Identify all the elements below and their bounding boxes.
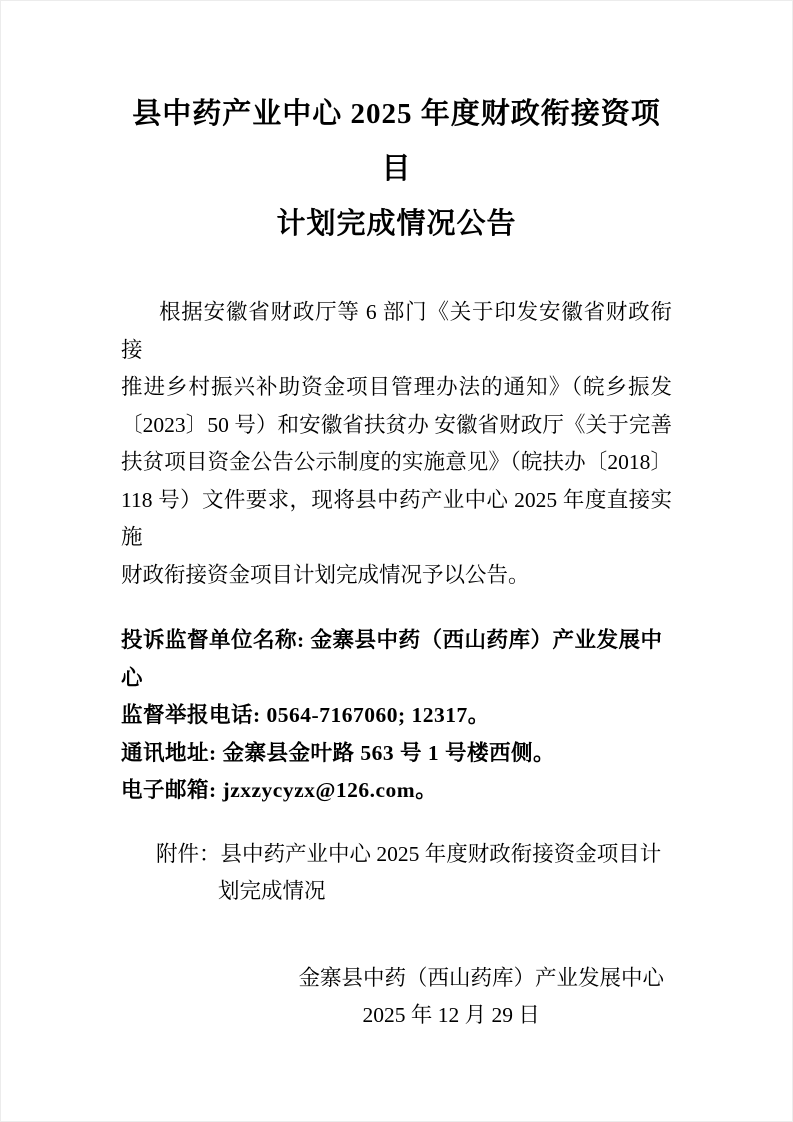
paragraph-line: 扶贫项目资金公告公示制度的实施意见》（皖扶办〔2018〕 (121, 450, 672, 474)
paragraph-line: 根据安徽省财政厅等 6 部门《关于印发安徽省财政衔接 (121, 300, 672, 362)
attachment-block (121, 836, 672, 911)
document-title (121, 87, 672, 252)
paragraph-line: 财政衔接资金项目计划完成情况予以公告。 (121, 562, 530, 587)
signature-block (298, 960, 664, 1035)
title-line-2: 计划完成情况公告 (276, 208, 517, 240)
contact-unit-name: 投诉监督单位名称: 金寨县中药（西山药库）产业发展中心 (121, 628, 663, 690)
attachment-label: 附件： (156, 841, 221, 866)
attachment-text: 县中药产业中心 2025 年度财政衔接资金项目计 (220, 841, 662, 866)
contact-email: 电子邮箱: jzxzycyzx@126.com。 (121, 778, 438, 802)
paragraph-line: 〔2023〕50 号）和安徽省扶贫办 安徽省财政厅《关于完善 (121, 412, 672, 437)
signature-date: 2025 年 12 月 29 日 (362, 1003, 540, 1027)
contact-address: 通讯地址: 金寨县金叶路 563 号 1 号楼西侧。 (121, 740, 556, 765)
contact-phone: 监督举报电话: 0564-7167060; 12317。 (121, 703, 490, 727)
paragraph-line: 推进乡村振兴补助资金项目管理办法的通知》（皖乡振发 (121, 375, 672, 399)
attachment-line-1 (156, 836, 672, 874)
signature-org: 金寨县中药（西山药库）产业发展中心 (298, 965, 664, 990)
paragraph-line: 118 号）文件要求，现将县中药产业中心 2025 年度直接实施 (121, 487, 672, 549)
title-line-1: 县中药产业中心 2025 年度财政衔接资项目 (132, 98, 661, 185)
page-content (1, 87, 792, 1035)
attachment-line-2: 划完成情况 (218, 879, 326, 903)
body-paragraph (121, 294, 672, 594)
contact-block (121, 622, 672, 810)
